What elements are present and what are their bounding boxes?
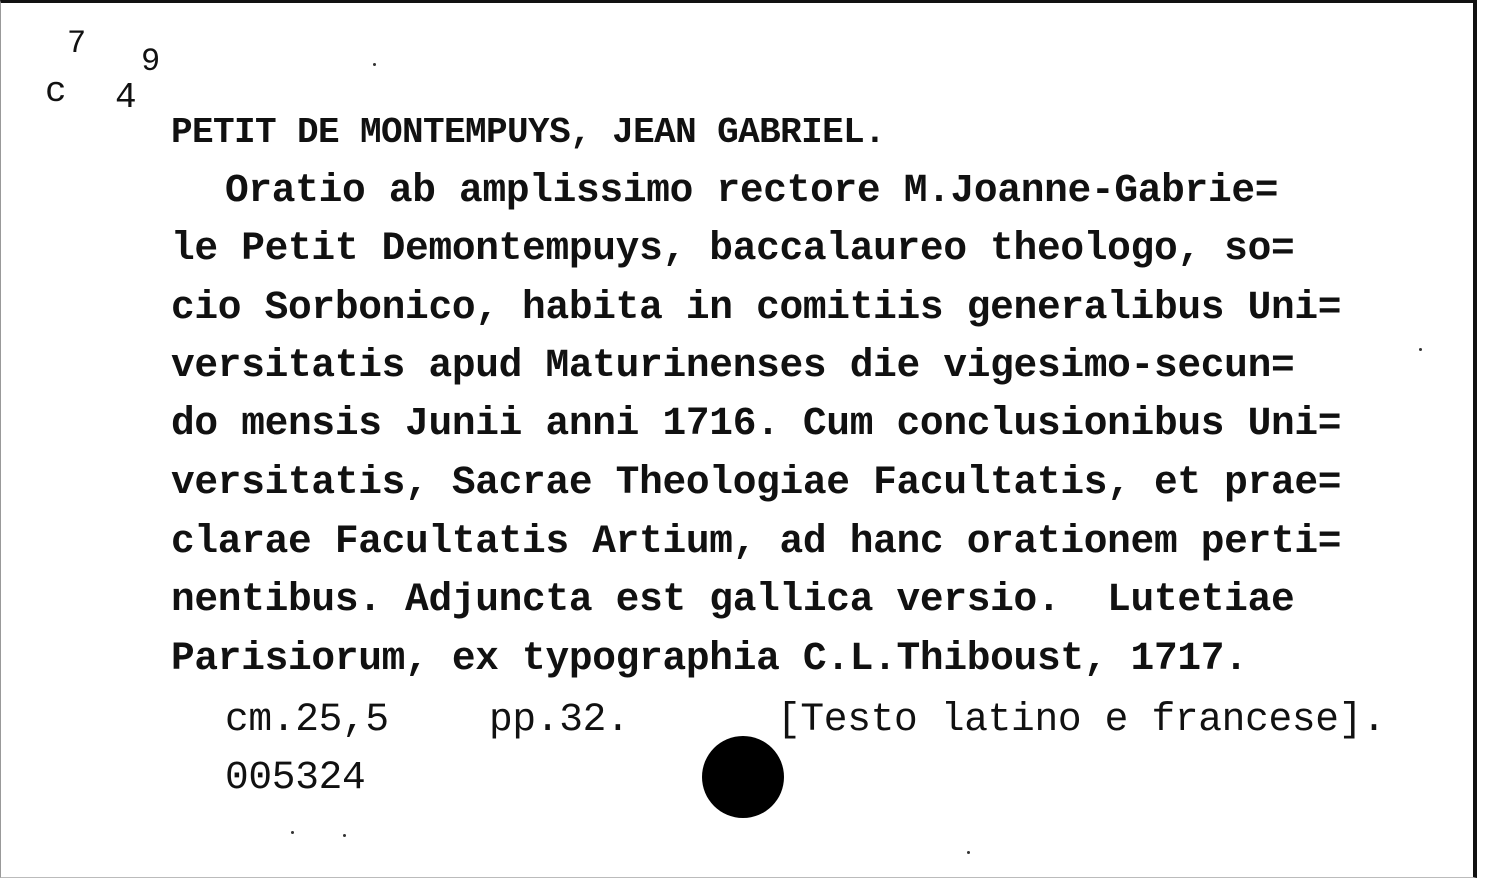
title-line-8: nentibus. Adjuncta est gallica versio. Lutetiae — [171, 577, 1295, 622]
title-line-6: versitatis, Sacrae Theologiae Facultatis, et prae= — [171, 460, 1342, 505]
record-id: 005324 — [225, 755, 366, 800]
scan-speck — [967, 851, 970, 854]
call-number-class: c — [45, 71, 67, 112]
title-line-4: versitatis apud Maturinenses die vigesimo-secun= — [171, 343, 1295, 388]
author-heading: PETIT DE MONTEMPUYS, JEAN GABRIEL. — [171, 112, 886, 153]
title-line-1: Oratio ab amplissimo rectore M.Joanne-Gabrie= — [225, 168, 1279, 213]
call-number-class-superscript: 7 — [67, 25, 87, 62]
language-note: [Testo latino e francese]. — [777, 697, 1386, 742]
title-line-3: cio Sorbonico, habita in comitiis generalibus Uni= — [171, 285, 1342, 330]
punch-hole — [702, 736, 784, 818]
scan-speck — [373, 63, 376, 66]
title-line-5: do mensis Junii anni 1716. Cum conclusionibus Uni= — [171, 401, 1342, 446]
title-line-9: Parisiorum, ex typographia C.L.Thiboust, 1717. — [171, 636, 1248, 681]
size-note: cm.25,5 — [225, 697, 389, 742]
title-line-2: le Petit Demontempuys, baccalaureo theologo, so= — [171, 226, 1295, 271]
title-line-7: clarae Facultatis Artium, ad hanc orationem perti= — [171, 519, 1342, 564]
pages-note: pp.32. — [489, 697, 630, 742]
scan-speck — [343, 834, 346, 837]
scan-speck — [1419, 348, 1422, 351]
scan-speck — [291, 831, 294, 834]
call-number-number-superscript: 9 — [141, 43, 161, 80]
call-number-number: 4 — [115, 77, 137, 118]
